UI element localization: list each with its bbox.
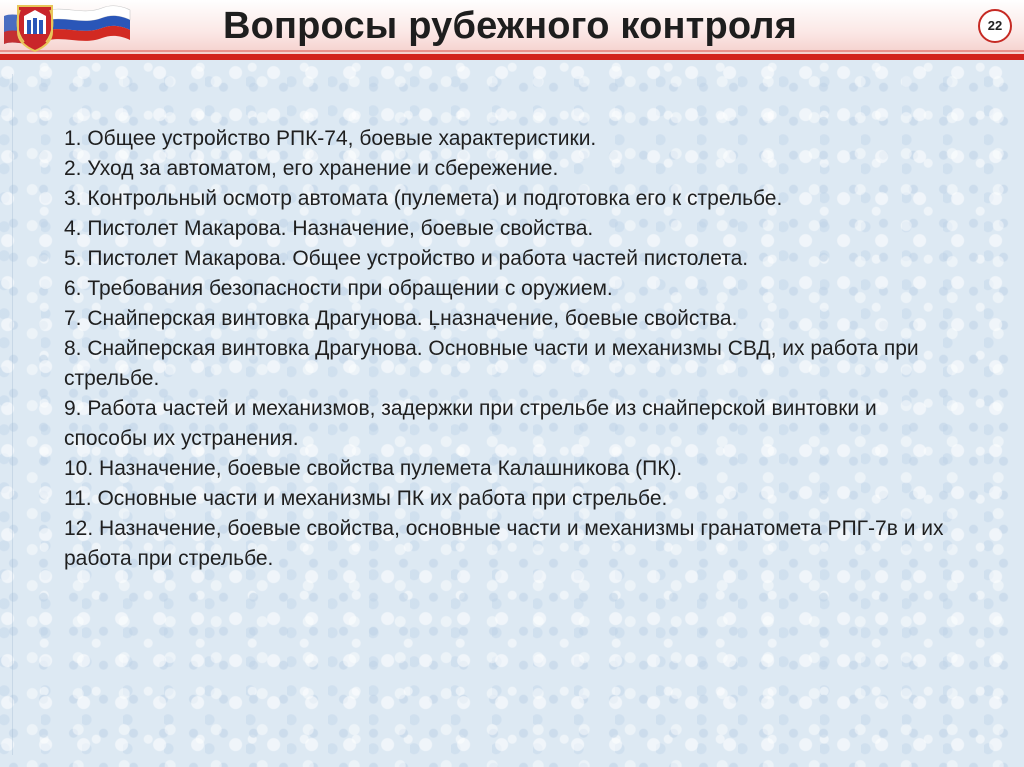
list-item: 4. Пистолет Макарова. Назначение, боевые свойства. (64, 217, 594, 240)
list-item: 3. Контрольный осмотр автомата (пулемета) и подготовка его к стрельбе. (64, 187, 783, 210)
list-item: 11. Основные части и механизмы ПК их работа при стрельбе. (64, 487, 668, 510)
page-number-badge: 22 (978, 9, 1012, 43)
header-divider (0, 54, 1024, 60)
list-item: 2. Уход за автоматом, его хранение и сбережение. (64, 157, 559, 180)
list-item: 7. Снайперская винтовка Драгунова. Ļназначение, боевые свойства. (64, 307, 738, 330)
questions-list (64, 124, 964, 574)
list-item: 10. Назначение, боевые свойства пулемета Калашникова (ПК). (64, 457, 683, 480)
coat-of-arms-with-flag-icon (4, 2, 134, 52)
page-title: Вопросы рубежного контроля (222, 5, 798, 47)
list-item: 8. Снайперская винтовка Драгунова. Основные части и механизмы СВД, их работа при стрельбе. (64, 337, 919, 390)
header-divider-thin (0, 50, 1024, 52)
list-item: 12. Назначение, боевые свойства, основные части и механизмы гранатомета РПГ-7в и их работа при стрельбе. (64, 517, 944, 570)
list-item: 9. Работа частей и механизмов, задержки при стрельбе из снайперской винтовки и способы их устранения. (64, 397, 877, 450)
list-item: 1. Общее устройство РПК-74, боевые характеристики. (64, 127, 597, 150)
list-item: 6. Требования безопасности при обращении с оружием. (64, 277, 613, 300)
list-item: 5. Пистолет Макарова. Общее устройство и работа частей пистолета. (64, 247, 749, 270)
